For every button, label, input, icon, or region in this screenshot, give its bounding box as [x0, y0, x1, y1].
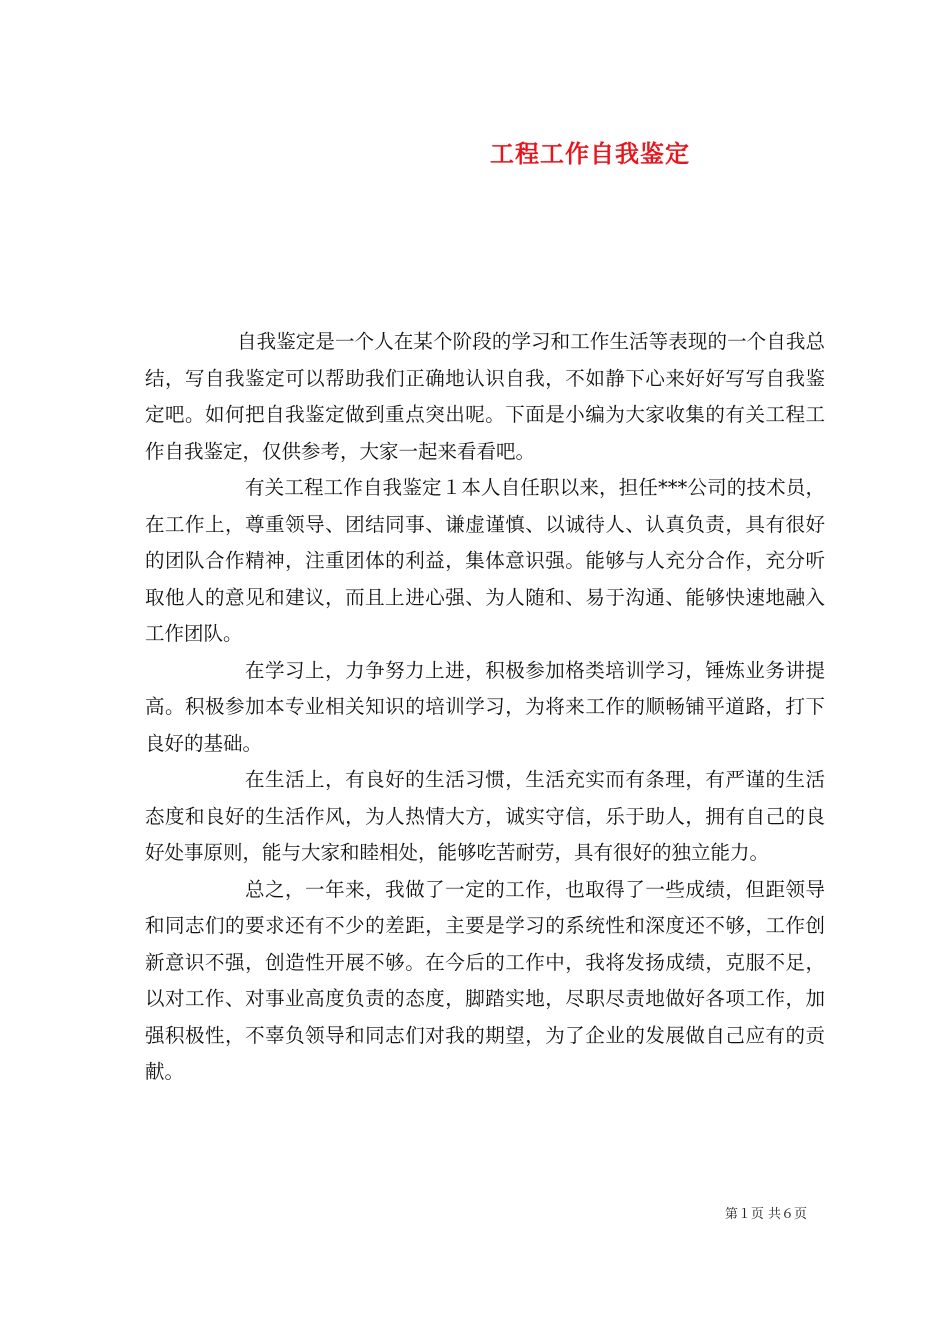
- page-number: 第１页 共６页: [724, 1207, 807, 1222]
- paragraph-summary: 总之，一年来，我做了一定的工作，也取得了一些成绩，但距领导和同志们的要求还有不少的差距，主要是学习的系统性和深度还不够，工作创新意识不强，创造性开展不够。在今后的工作中，我将发扬成绩，克服不足，以对工作、对事业高度负责的态度，脚踏实地，尽职尽责地做好各项工作，加强积极性，不辜负领导和同志们对我的期望，为了企业的发展做自己应有的贡献。: [145, 877, 825, 1083]
- paragraph-intro: 自我鉴定是一个人在某个阶段的学习和工作生活等表现的一个自我总结，写自我鉴定可以帮助我们正确地认识自我，不如静下心来好好写写自我鉴定吧。如何把自我鉴定做到重点突出呢。下面是小编为大家收集的有关工程工作自我鉴定，仅供参考，大家一起来看看吧。: [145, 330, 825, 463]
- paragraph-appraisal-1: 有关工程工作自我鉴定１本人自任职以来，担任***公司的技术员，在工作上，尊重领导、团结同事、谦虚谨慎、以诚待人、认真负责，具有很好的团队合作精神，注重团体的利益，集体意识强。能够与人充分合作，充分听取他人的意见和建议，而且上进心强、为人随和、易于沟通、能够快速地融入工作团队。: [145, 476, 825, 645]
- paragraph-life: 在生活上，有良好的生活习惯，生活充实而有条理，有严谨的生活态度和良好的生活作风，为人热情大方，诚实守信，乐于助人，拥有自己的良好处事原则，能与大家和睦相处，能够吃苦耐劳，具有很好的独立能力。: [145, 768, 825, 864]
- paragraph-study: 在学习上，力争努力上进，积极参加格类培训学习，锤炼业务讲提高。积极参加本专业相关知识的培训学习，为将来工作的顺畅铺平道路，打下良好的基础。: [145, 658, 825, 755]
- document-body: [145, 324, 825, 1091]
- document-title: 工程工作自我鉴定: [490, 139, 690, 168]
